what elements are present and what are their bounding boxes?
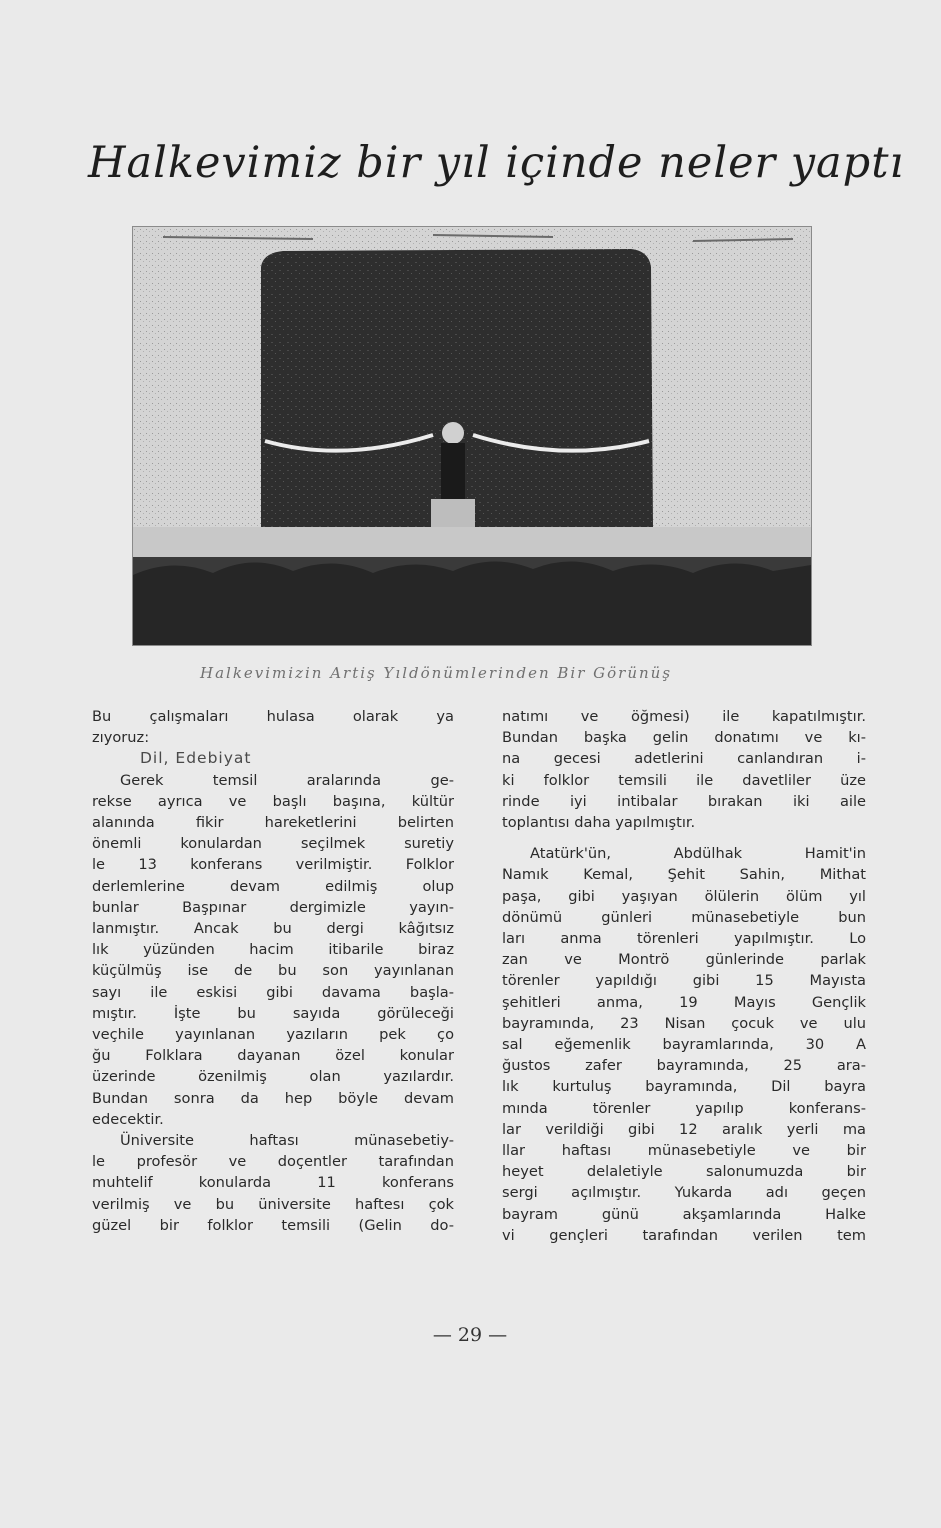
text-line: rinde iyi intibalar bırakan iki aile — [502, 792, 866, 810]
text-line: Bundan başka gelin donatımı ve kı- — [502, 729, 866, 747]
text-line: üzerinde özenilmiş olan yazılardır. — [92, 1068, 454, 1086]
text-line: Gerek temsil aralarında ge- — [120, 771, 454, 789]
text-line: vi gençleri tarafından verilen tem — [502, 1226, 866, 1244]
text-line: lık kurtuluş bayramında, Dil bayra — [502, 1078, 866, 1096]
text-line: toplantısı daha yapılmıştır. — [502, 814, 696, 832]
text-line: bunlar Başpınar dergimizle yayın- — [92, 898, 454, 916]
text-line: lar verildiği gibi 12 aralık yerli ma — [502, 1120, 866, 1138]
stage-photo-illustration — [133, 227, 811, 645]
text-line: ları anma törenleri yapılmıştır. Lo — [502, 930, 866, 948]
text-line: llar haftası münasebetiyle ve bir — [502, 1142, 866, 1160]
text-line: natımı ve öğmesi) ile kapatılmıştır. — [502, 708, 866, 725]
text-line: ğu Folklara dayanan özel konular — [92, 1047, 454, 1065]
text-line: lık yüzünden hacim itibarile biraz — [92, 941, 454, 959]
text-line: sayı ile eskisi gibi davama başla- — [92, 983, 454, 1001]
text-line: le 13 konferans verilmiştir. Folklor — [92, 856, 454, 874]
paragraph-gap — [502, 833, 866, 843]
left-text-column — [92, 706, 454, 1236]
stage-photograph — [132, 226, 812, 646]
text-line: Üniversite haftası münasebetiy- — [120, 1132, 454, 1150]
text-line: ğustos zafer bayramında, 25 ara- — [502, 1057, 866, 1075]
article-title: Halkevimiz bir yıl içinde neler yaptı — [88, 138, 905, 188]
text-line: zıyoruz: — [92, 729, 150, 747]
photo-caption: Halkevimizin Artiş Yıldönümlerinden Bir Görünüş — [200, 664, 673, 682]
text-line: na gecesi adetlerini canlandıran i- — [502, 750, 866, 768]
text-line: zan ve Montrö günlerinde parlak — [502, 951, 866, 969]
text-line: sal eğemenlik bayramlarında, 30 A — [502, 1036, 866, 1054]
text-line: bayram günü akşamlarında Halke — [502, 1205, 866, 1223]
text-line: lanmıştır. Ancak bu dergi kâğıtsız — [92, 920, 454, 938]
text-line: mıştır. İşte bu sayıda görüleceği — [92, 1004, 454, 1022]
text-line: önemli konulardan seçilmek suretiy — [92, 835, 454, 853]
text-line: şehitleri anma, 19 Mayıs Gençlik — [502, 993, 866, 1011]
text-line: heyet delaletiyle salonumuzda bir — [502, 1163, 866, 1181]
section-heading: Dil, Edebiyat — [140, 749, 252, 768]
text-line: alanında fikir hareketlerini belirten — [92, 814, 454, 832]
text-line: Bu çalışmaları hulasa olarak ya — [92, 708, 454, 725]
text-line: edecektir. — [92, 1110, 164, 1128]
text-line: veçhile yayınlanan yazıların pek ço — [92, 1026, 454, 1044]
text-line: törenler yapıldığı gibi 15 Mayısta — [502, 972, 866, 990]
text-line: küçülmüş ise de bu son yayınlanan — [92, 962, 454, 980]
text-line: bayramında, 23 Nisan çocuk ve ulu — [502, 1014, 866, 1032]
text-line: mında törenler yapılıp konferans- — [502, 1099, 866, 1117]
right-text-column — [502, 706, 866, 1246]
text-line: Atatürk'ün, Abdülhak Hamit'in — [530, 845, 866, 863]
page-number: — 29 — — [432, 1324, 508, 1346]
text-line: muhtelif konularda 11 konferans — [92, 1174, 454, 1192]
text-line: paşa, gibi yaşıyan ölülerin ölüm yıl — [502, 887, 866, 905]
text-line: Bundan sonra da hep böyle devam — [92, 1089, 454, 1107]
text-line: rekse ayrıca ve başlı başına, kültür — [92, 792, 454, 810]
text-line: verilmiş ve bu üniversite haftesı çok — [92, 1195, 454, 1213]
text-line: güzel bir folklor temsili (Gelin do- — [92, 1216, 454, 1234]
text-line: dönümü günleri münasebetiyle bun — [502, 908, 866, 926]
text-line: derlemlerine devam edilmiş olup — [92, 877, 454, 895]
text-line: le profesör ve doçentler tarafından — [92, 1153, 454, 1171]
text-line: ki folklor temsili ile davetliler üze — [502, 771, 866, 789]
text-line: Namık Kemal, Şehit Sahin, Mithat — [502, 866, 866, 884]
text-line: sergi açılmıştır. Yukarda adı geçen — [502, 1184, 866, 1202]
